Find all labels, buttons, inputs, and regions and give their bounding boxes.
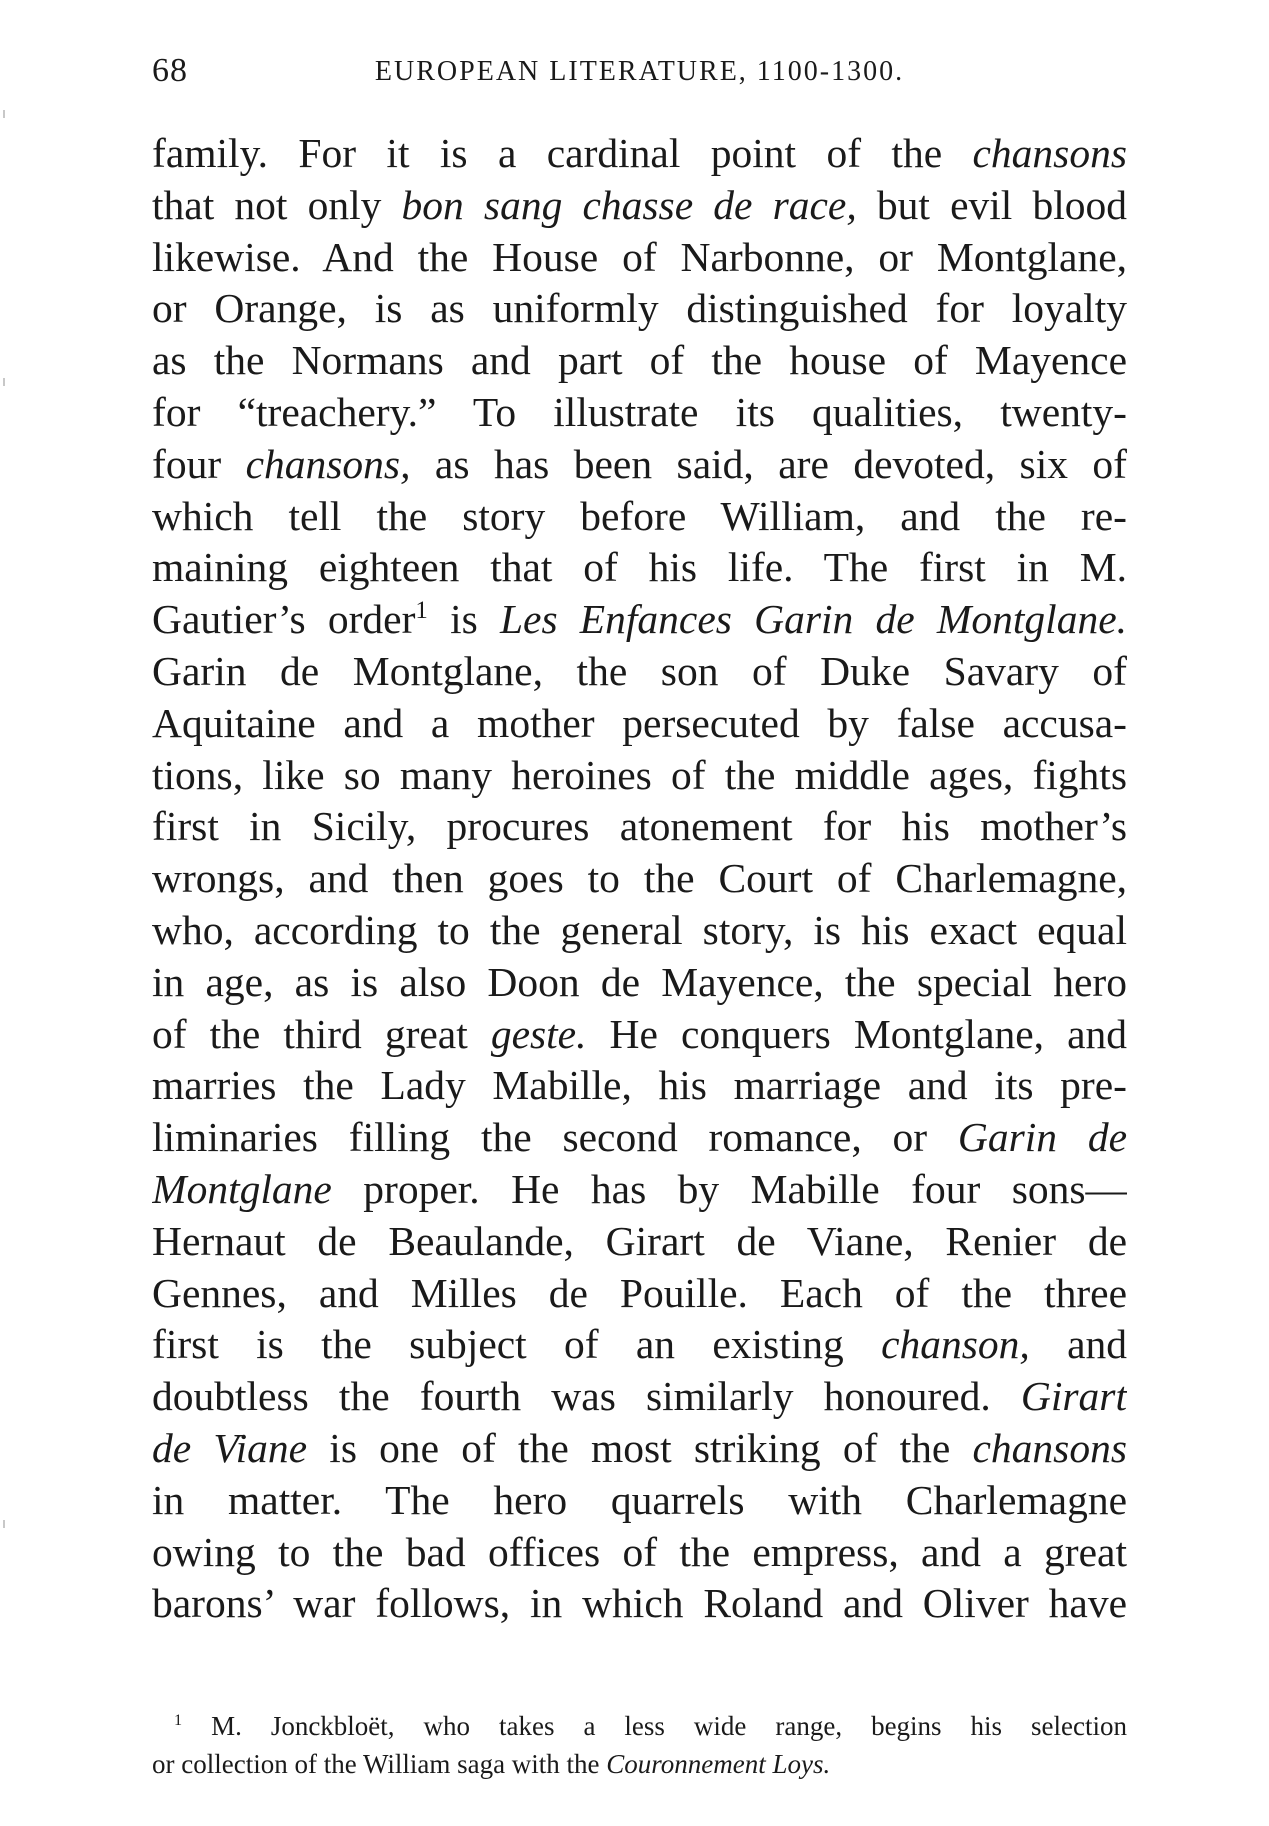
text-line <box>152 853 1127 905</box>
text-run: in age, as is also Doon de Mayence, the special hero <box>152 958 1127 1005</box>
footnote-reference: 1 <box>415 597 428 625</box>
italic-text: bon sang chasse de race, <box>401 181 857 228</box>
scan-edge-mark <box>3 1520 5 1528</box>
text-line <box>152 1060 1127 1112</box>
text-run: tions, like so many heroines of the middle ages, fights <box>152 751 1127 798</box>
italic-text: Girart <box>1020 1373 1127 1420</box>
text-line <box>152 1578 1127 1630</box>
text-run: in matter. The hero quarrels with Charlemagne <box>152 1476 1127 1523</box>
footnote-line <box>152 1707 1127 1745</box>
text-line <box>152 1423 1127 1475</box>
italic-text: chanson, <box>881 1321 1030 1368</box>
text-line <box>152 491 1127 543</box>
text-run: Gennes, and Milles de Pouille. Each of the three <box>152 1269 1127 1316</box>
text-run: maining eighteen that of his life. The first in M. <box>152 544 1127 591</box>
text-run: of the third great <box>152 1010 491 1057</box>
text-line <box>152 542 1127 594</box>
text-run: or collection of the William saga with the <box>152 1749 607 1779</box>
text-line <box>152 698 1127 750</box>
footnote-marker: 1 <box>174 1711 183 1729</box>
text-run: first is the subject of an existing <box>152 1321 882 1368</box>
running-head: EUROPEAN LITERATURE, 1100-1300. <box>374 56 905 87</box>
text-line <box>152 1371 1127 1423</box>
italic-text: Les Enfances Garin de Montglane. <box>499 596 1127 643</box>
text-line <box>152 1112 1127 1164</box>
italic-text: chansons <box>972 1424 1127 1471</box>
text-run: marries the Lady Mabille, his marriage and its pre- <box>152 1062 1127 1109</box>
text-run: barons’ war follows, in which Roland and Oliver have <box>152 1580 1127 1627</box>
italic-text: chansons <box>972 130 1127 176</box>
text-line <box>152 801 1127 853</box>
text-run: owing to the bad offices of the empress, and a great <box>152 1528 1127 1575</box>
page-number: 68 <box>152 52 188 89</box>
text-run: liminaries filling the second romance, or <box>152 1114 958 1161</box>
italic-text: Montglane <box>152 1165 332 1212</box>
text-run: family. For it is a cardinal point of the <box>152 130 973 176</box>
text-run: He conquers Montglane, and <box>586 1010 1127 1057</box>
text-line <box>152 232 1127 284</box>
text-line <box>152 1164 1127 1216</box>
text-line <box>152 335 1127 387</box>
page-header <box>152 52 1127 96</box>
text-run: and <box>1029 1321 1127 1368</box>
text-line <box>152 439 1127 491</box>
text-line <box>152 957 1127 1009</box>
text-run: or Orange, is as uniformly distinguished for loyalty <box>152 285 1127 332</box>
italic-text: Garin de <box>957 1114 1127 1161</box>
text-line <box>152 1527 1127 1579</box>
text-run: Aquitaine and a mother persecuted by false accusa- <box>152 699 1127 746</box>
text-line <box>152 1319 1127 1371</box>
text-run: proper. He has by Mabille four sons— <box>331 1165 1127 1212</box>
italic-text: de Viane <box>152 1424 308 1471</box>
text-run: is <box>427 596 500 643</box>
text-line <box>152 594 1127 646</box>
text-line <box>152 1268 1127 1320</box>
scan-edge-mark <box>3 110 5 118</box>
text-run: who, according to the general story, is his exact equal <box>152 906 1127 953</box>
text-run: M. Jonckbloët, who takes a less wide range, begins his selection <box>211 1711 1127 1741</box>
text-run: wrongs, and then goes to the Court of Charlemagne, <box>152 855 1127 902</box>
text-line <box>152 1475 1127 1527</box>
text-line <box>152 1216 1127 1268</box>
text-line <box>152 180 1127 232</box>
text-run: Gautier’s order <box>152 596 416 643</box>
text-line <box>152 905 1127 957</box>
footnote-line <box>152 1745 1127 1783</box>
text-run: four <box>152 440 246 487</box>
text-line <box>152 1009 1127 1061</box>
text-run: likewise. And the House of Narbonne, or Montglane, <box>152 233 1127 280</box>
body-text <box>152 128 1127 1630</box>
text-run: Garin de Montglane, the son of Duke Savary of <box>152 647 1127 694</box>
text-run: as the Normans and part of the house of Mayence <box>152 337 1127 384</box>
text-run: doubtless the fourth was similarly honoured. <box>152 1373 1021 1420</box>
text-line <box>152 646 1127 698</box>
text-run: first in Sicily, procures atonement for his mother’s <box>152 803 1127 850</box>
text-run: for “treachery.” To illustrate its qualities, twenty- <box>152 388 1127 435</box>
text-line <box>152 750 1127 802</box>
text-line <box>152 283 1127 335</box>
italic-text: geste. <box>490 1010 587 1057</box>
text-run: is one of the most striking of the <box>307 1424 973 1471</box>
footnote <box>152 1707 1127 1783</box>
text-line <box>152 387 1127 439</box>
text-run: as has been said, are devoted, six of <box>410 440 1127 487</box>
italic-text: chansons, <box>245 440 411 487</box>
scan-edge-mark <box>3 378 5 386</box>
text-run: but evil blood <box>856 181 1127 228</box>
text-line <box>152 128 1127 180</box>
italic-text: Couronnement Loys. <box>606 1749 831 1779</box>
text-run: that not only <box>152 181 402 228</box>
text-run: Hernaut de Beaulande, Girart de Viane, Renier de <box>152 1217 1127 1264</box>
text-run: which tell the story before William, and the re- <box>152 492 1127 539</box>
